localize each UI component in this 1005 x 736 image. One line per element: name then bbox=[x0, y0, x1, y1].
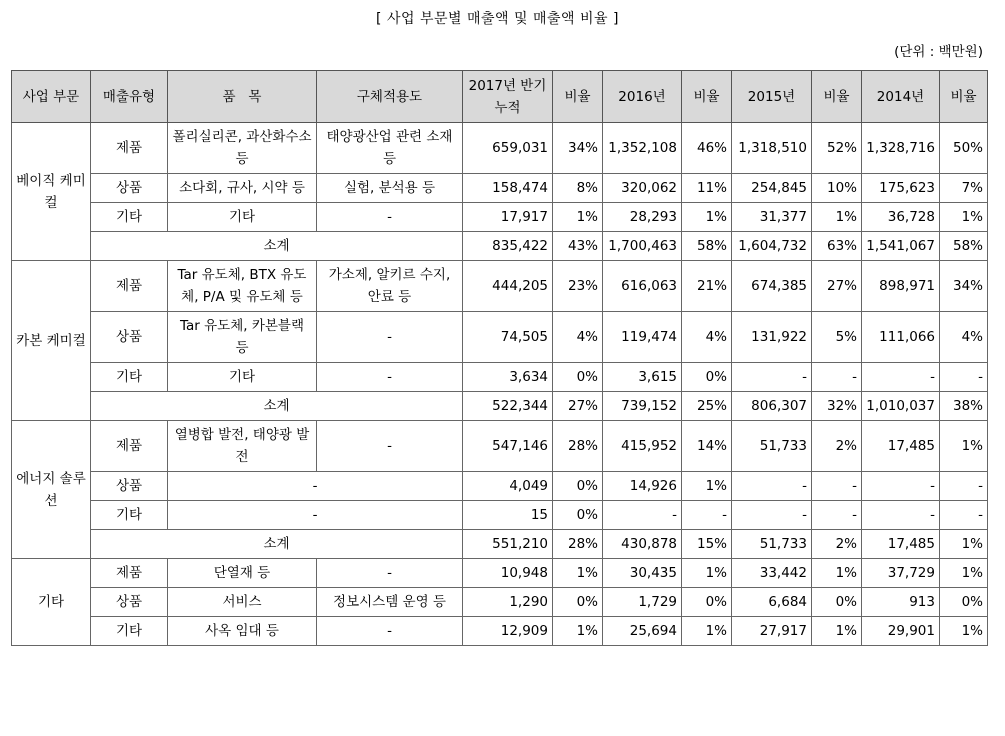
amount-cell: 14,926 bbox=[603, 472, 682, 501]
amount-cell: 33,442 bbox=[732, 559, 812, 588]
ratio-cell: 34% bbox=[553, 123, 603, 174]
amount-cell: 547,146 bbox=[463, 421, 553, 472]
ratio-cell: 1% bbox=[940, 530, 988, 559]
table-row bbox=[12, 617, 988, 646]
amount-cell: 659,031 bbox=[463, 123, 553, 174]
header-cell: 비율 bbox=[682, 71, 732, 123]
ratio-cell: 4% bbox=[940, 312, 988, 363]
ratio-cell: 14% bbox=[682, 421, 732, 472]
ratio-cell: 1% bbox=[940, 617, 988, 646]
usage-cell: 태양광산업 관련 소재 등 bbox=[317, 123, 463, 174]
ratio-cell: 2% bbox=[812, 421, 862, 472]
amount-cell: 37,729 bbox=[862, 559, 940, 588]
ratio-cell: 1% bbox=[940, 559, 988, 588]
amount-cell: 1,318,510 bbox=[732, 123, 812, 174]
amount-cell: 51,733 bbox=[732, 530, 812, 559]
ratio-cell: 1% bbox=[812, 203, 862, 232]
ratio-cell: 25% bbox=[682, 392, 732, 421]
amount-cell: - bbox=[732, 472, 812, 501]
table-caption: [ 사업 부문별 매출액 및 매출액 비율 ] bbox=[376, 11, 619, 27]
sales-type-cell: 제품 bbox=[91, 261, 168, 312]
ratio-cell: - bbox=[682, 501, 732, 530]
amount-cell: 17,485 bbox=[862, 421, 940, 472]
header-cell: 비율 bbox=[553, 71, 603, 123]
amount-cell: 254,845 bbox=[732, 174, 812, 203]
item-cell: 소다회, 규사, 시약 등 bbox=[168, 174, 317, 203]
sales-type-cell: 제품 bbox=[91, 559, 168, 588]
usage-cell: - bbox=[317, 312, 463, 363]
item-cell: 서비스 bbox=[168, 588, 317, 617]
subtotal-label-cell: 소계 bbox=[91, 392, 463, 421]
amount-cell: - bbox=[732, 363, 812, 392]
table-row bbox=[12, 501, 988, 530]
ratio-cell: 27% bbox=[553, 392, 603, 421]
item-cell: 사옥 임대 등 bbox=[168, 617, 317, 646]
amount-cell: 15 bbox=[463, 501, 553, 530]
header-cell: 사업 부문 bbox=[12, 71, 91, 123]
amount-cell: 1,729 bbox=[603, 588, 682, 617]
ratio-cell: 1% bbox=[682, 617, 732, 646]
ratio-cell: 10% bbox=[812, 174, 862, 203]
amount-cell: 28,293 bbox=[603, 203, 682, 232]
subtotal-label-cell: 소계 bbox=[91, 530, 463, 559]
ratio-cell: - bbox=[812, 363, 862, 392]
amount-cell: 835,422 bbox=[463, 232, 553, 261]
item-cell: - bbox=[168, 472, 463, 501]
table-row bbox=[12, 363, 988, 392]
ratio-cell: - bbox=[940, 472, 988, 501]
amount-cell: 36,728 bbox=[862, 203, 940, 232]
ratio-cell: - bbox=[812, 501, 862, 530]
ratio-cell: 21% bbox=[682, 261, 732, 312]
sales-type-cell: 기타 bbox=[91, 617, 168, 646]
item-cell: 기타 bbox=[168, 203, 317, 232]
table-row bbox=[12, 472, 988, 501]
ratio-cell: 0% bbox=[553, 472, 603, 501]
sales-type-cell: 제품 bbox=[91, 123, 168, 174]
sales-type-cell: 제품 bbox=[91, 421, 168, 472]
item-cell: 폴리실리콘, 과산화수소 등 bbox=[168, 123, 317, 174]
amount-cell: 4,049 bbox=[463, 472, 553, 501]
usage-cell: 실험, 분석용 등 bbox=[317, 174, 463, 203]
amount-cell: 898,971 bbox=[862, 261, 940, 312]
amount-cell: 3,634 bbox=[463, 363, 553, 392]
header-cell: 2015년 bbox=[732, 71, 812, 123]
amount-cell: 415,952 bbox=[603, 421, 682, 472]
header-cell: 2017년 반기누적 bbox=[463, 71, 553, 123]
sales-type-cell: 상품 bbox=[91, 472, 168, 501]
table-row bbox=[12, 588, 988, 617]
amount-cell: 74,505 bbox=[463, 312, 553, 363]
ratio-cell: 58% bbox=[940, 232, 988, 261]
ratio-cell: 0% bbox=[553, 588, 603, 617]
ratio-cell: 1% bbox=[553, 617, 603, 646]
amount-cell: 12,909 bbox=[463, 617, 553, 646]
ratio-cell: 1% bbox=[812, 559, 862, 588]
usage-cell: 가소제, 알키르 수지, 안료 등 bbox=[317, 261, 463, 312]
amount-cell: 1,604,732 bbox=[732, 232, 812, 261]
ratio-cell: 1% bbox=[682, 472, 732, 501]
amount-cell: 616,063 bbox=[603, 261, 682, 312]
ratio-cell: 0% bbox=[682, 363, 732, 392]
amount-cell: 175,623 bbox=[862, 174, 940, 203]
usage-cell: - bbox=[317, 421, 463, 472]
ratio-cell: 28% bbox=[553, 530, 603, 559]
ratio-cell: 0% bbox=[553, 363, 603, 392]
usage-cell: - bbox=[317, 203, 463, 232]
ratio-cell: 1% bbox=[682, 559, 732, 588]
table-row bbox=[12, 559, 988, 588]
amount-cell: 111,066 bbox=[862, 312, 940, 363]
segment-name-cell: 베이직 케미컬 bbox=[12, 123, 91, 261]
sales-type-cell: 기타 bbox=[91, 363, 168, 392]
amount-cell: 3,615 bbox=[603, 363, 682, 392]
ratio-cell: - bbox=[940, 363, 988, 392]
ratio-cell: 27% bbox=[812, 261, 862, 312]
usage-cell: 정보시스템 운영 등 bbox=[317, 588, 463, 617]
subtotal-row bbox=[12, 392, 988, 421]
ratio-cell: 1% bbox=[682, 203, 732, 232]
ratio-cell: 34% bbox=[940, 261, 988, 312]
amount-cell: 1,352,108 bbox=[603, 123, 682, 174]
amount-cell: - bbox=[603, 501, 682, 530]
ratio-cell: 1% bbox=[553, 203, 603, 232]
ratio-cell: - bbox=[812, 472, 862, 501]
ratio-cell: 0% bbox=[940, 588, 988, 617]
ratio-cell: 2% bbox=[812, 530, 862, 559]
usage-cell: - bbox=[317, 617, 463, 646]
header-row bbox=[12, 71, 988, 123]
subtotal-row bbox=[12, 232, 988, 261]
amount-cell: - bbox=[862, 472, 940, 501]
ratio-cell: - bbox=[940, 501, 988, 530]
item-cell: Tar 유도체, BTX 유도체, P/A 및 유도체 등 bbox=[168, 261, 317, 312]
amount-cell: 1,700,463 bbox=[603, 232, 682, 261]
amount-cell: 30,435 bbox=[603, 559, 682, 588]
ratio-cell: 23% bbox=[553, 261, 603, 312]
ratio-cell: 28% bbox=[553, 421, 603, 472]
amount-cell: 1,541,067 bbox=[862, 232, 940, 261]
amount-cell: 551,210 bbox=[463, 530, 553, 559]
ratio-cell: 8% bbox=[553, 174, 603, 203]
header-cell: 구체적용도 bbox=[317, 71, 463, 123]
table-row bbox=[12, 203, 988, 232]
segment-name-cell: 카본 케미컬 bbox=[12, 261, 91, 421]
sales-type-cell: 상품 bbox=[91, 588, 168, 617]
ratio-cell: 0% bbox=[553, 501, 603, 530]
table-body bbox=[12, 123, 988, 646]
amount-cell: 913 bbox=[862, 588, 940, 617]
sales-type-cell: 기타 bbox=[91, 501, 168, 530]
table-row bbox=[12, 261, 988, 312]
amount-cell: 1,290 bbox=[463, 588, 553, 617]
sales-type-cell: 상품 bbox=[91, 174, 168, 203]
ratio-cell: 50% bbox=[940, 123, 988, 174]
segment-name-cell: 에너지 솔루션 bbox=[12, 421, 91, 559]
ratio-cell: 1% bbox=[553, 559, 603, 588]
ratio-cell: 1% bbox=[940, 421, 988, 472]
usage-cell: - bbox=[317, 559, 463, 588]
amount-cell: - bbox=[862, 363, 940, 392]
amount-cell: 1,010,037 bbox=[862, 392, 940, 421]
sales-type-cell: 기타 bbox=[91, 203, 168, 232]
ratio-cell: 15% bbox=[682, 530, 732, 559]
amount-cell: 17,485 bbox=[862, 530, 940, 559]
header-cell: 2016년 bbox=[603, 71, 682, 123]
amount-cell: 29,901 bbox=[862, 617, 940, 646]
amount-cell: 6,684 bbox=[732, 588, 812, 617]
amount-cell: 10,948 bbox=[463, 559, 553, 588]
header-cell: 2014년 bbox=[862, 71, 940, 123]
amount-cell: - bbox=[862, 501, 940, 530]
sales-type-cell: 상품 bbox=[91, 312, 168, 363]
usage-cell: - bbox=[317, 363, 463, 392]
table-row bbox=[12, 421, 988, 472]
amount-cell: 674,385 bbox=[732, 261, 812, 312]
amount-cell: 131,922 bbox=[732, 312, 812, 363]
amount-cell: 1,328,716 bbox=[862, 123, 940, 174]
item-cell: - bbox=[168, 501, 463, 530]
amount-cell: 17,917 bbox=[463, 203, 553, 232]
header-cell: 비율 bbox=[812, 71, 862, 123]
ratio-cell: 4% bbox=[682, 312, 732, 363]
ratio-cell: 43% bbox=[553, 232, 603, 261]
table-row bbox=[12, 312, 988, 363]
ratio-cell: 52% bbox=[812, 123, 862, 174]
header-cell: 품 목 bbox=[168, 71, 317, 123]
amount-cell: 522,344 bbox=[463, 392, 553, 421]
ratio-cell: 5% bbox=[812, 312, 862, 363]
amount-cell: - bbox=[732, 501, 812, 530]
amount-cell: 25,694 bbox=[603, 617, 682, 646]
item-cell: 단열재 등 bbox=[168, 559, 317, 588]
ratio-cell: 0% bbox=[812, 588, 862, 617]
ratio-cell: 1% bbox=[812, 617, 862, 646]
amount-cell: 27,917 bbox=[732, 617, 812, 646]
header-cell: 비율 bbox=[940, 71, 988, 123]
table-row bbox=[12, 174, 988, 203]
amount-cell: 51,733 bbox=[732, 421, 812, 472]
subtotal-label-cell: 소계 bbox=[91, 232, 463, 261]
ratio-cell: 1% bbox=[940, 203, 988, 232]
amount-cell: 320,062 bbox=[603, 174, 682, 203]
ratio-cell: 58% bbox=[682, 232, 732, 261]
subtotal-row bbox=[12, 530, 988, 559]
amount-cell: 739,152 bbox=[603, 392, 682, 421]
amount-cell: 806,307 bbox=[732, 392, 812, 421]
amount-cell: 119,474 bbox=[603, 312, 682, 363]
item-cell: 열병합 발전, 태양광 발전 bbox=[168, 421, 317, 472]
ratio-cell: 7% bbox=[940, 174, 988, 203]
item-cell: Tar 유도체, 카본블랙 등 bbox=[168, 312, 317, 363]
ratio-cell: 11% bbox=[682, 174, 732, 203]
ratio-cell: 46% bbox=[682, 123, 732, 174]
ratio-cell: 63% bbox=[812, 232, 862, 261]
segment-name-cell: 기타 bbox=[12, 559, 91, 646]
sales-table bbox=[11, 70, 988, 646]
amount-cell: 31,377 bbox=[732, 203, 812, 232]
amount-cell: 444,205 bbox=[463, 261, 553, 312]
unit-note: (단위 : 백만원) bbox=[894, 44, 983, 60]
ratio-cell: 32% bbox=[812, 392, 862, 421]
ratio-cell: 38% bbox=[940, 392, 988, 421]
table-row bbox=[12, 123, 988, 174]
header-cell: 매출유형 bbox=[91, 71, 168, 123]
amount-cell: 158,474 bbox=[463, 174, 553, 203]
ratio-cell: 0% bbox=[682, 588, 732, 617]
item-cell: 기타 bbox=[168, 363, 317, 392]
amount-cell: 430,878 bbox=[603, 530, 682, 559]
ratio-cell: 4% bbox=[553, 312, 603, 363]
